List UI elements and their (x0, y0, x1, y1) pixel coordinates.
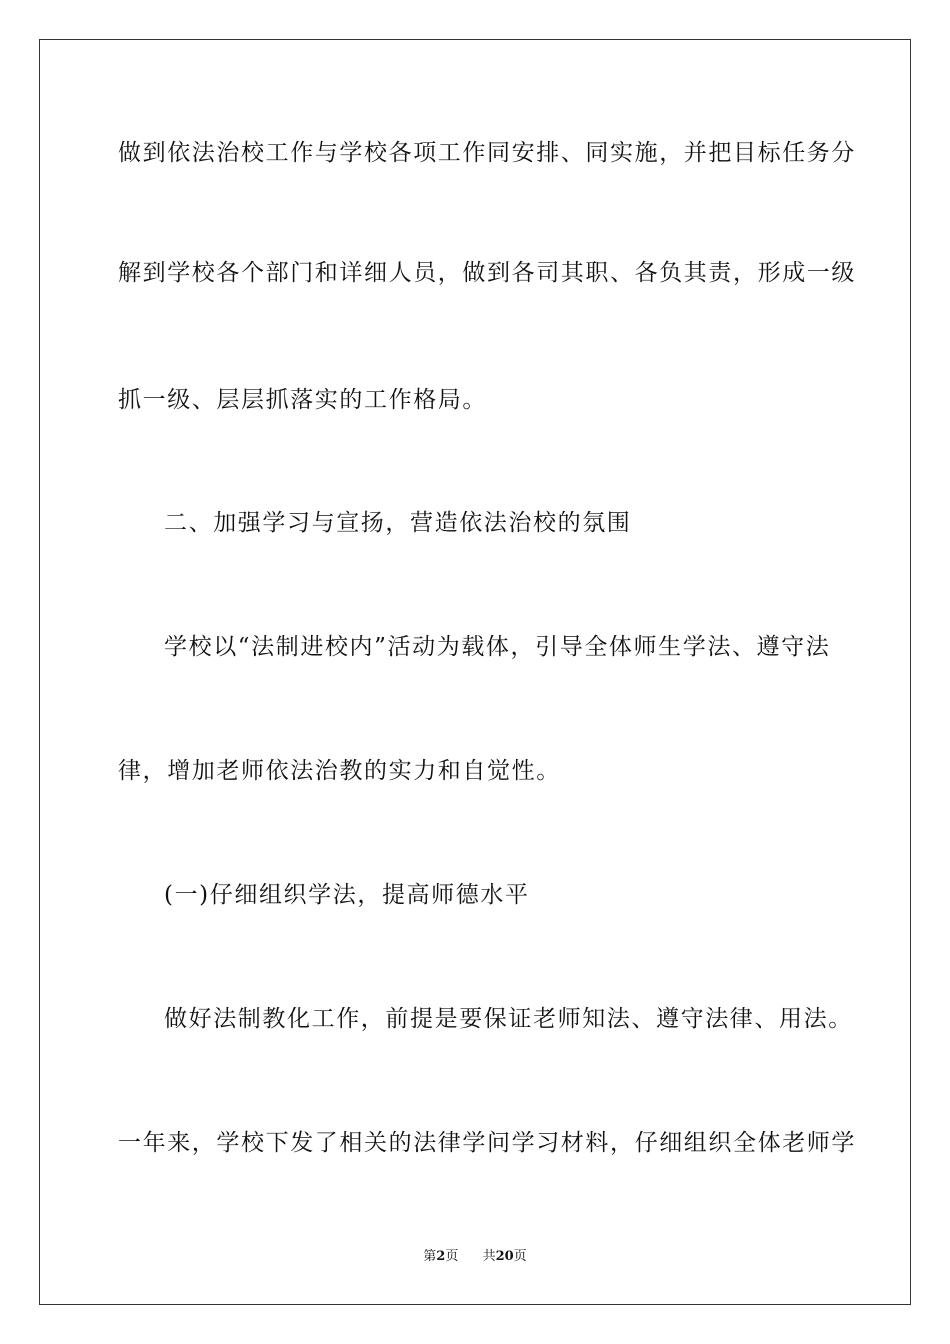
body-text-line: 抓一级、层层抓落实的工作格局。 (118, 387, 487, 413)
subsection-heading: (一)仔细组织学法，提高师德水平 (164, 882, 530, 908)
page-footer (0, 1248, 950, 1266)
body-text-line: 做到依法治校工作与学校各项工作同安排、同实施，并把目标任务分 (118, 140, 856, 166)
body-text-line: 做好法制教化工作，前提是要保证老师知法、遵守法律、用法。 (164, 1006, 853, 1032)
page-frame (39, 39, 911, 1305)
section-heading: 二、加强学习与宣扬，营造依法治校的氛围 (164, 510, 632, 536)
page-prefix: 第 (423, 1249, 437, 1264)
body-text-line: 学校以“法制进校内”活动为载体，引导全体师生学法、遵守法 (164, 634, 831, 660)
body-text-line: 一年来，学校下发了相关的法律学问学习材料，仔细组织全体老师学 (118, 1130, 856, 1156)
body-text-line: 解到学校各个部门和详细人员，做到各司其职、各负其责，形成一级 (118, 260, 856, 286)
body-text-line: 律，增加老师依法治教的实力和自觉性。 (118, 758, 561, 784)
total-pages: 20 (495, 1249, 514, 1264)
total-prefix: 共 (482, 1249, 496, 1264)
total-suffix: 页 (513, 1249, 527, 1264)
page-suffix: 页 (445, 1249, 459, 1264)
page-number: 2 (436, 1249, 446, 1264)
